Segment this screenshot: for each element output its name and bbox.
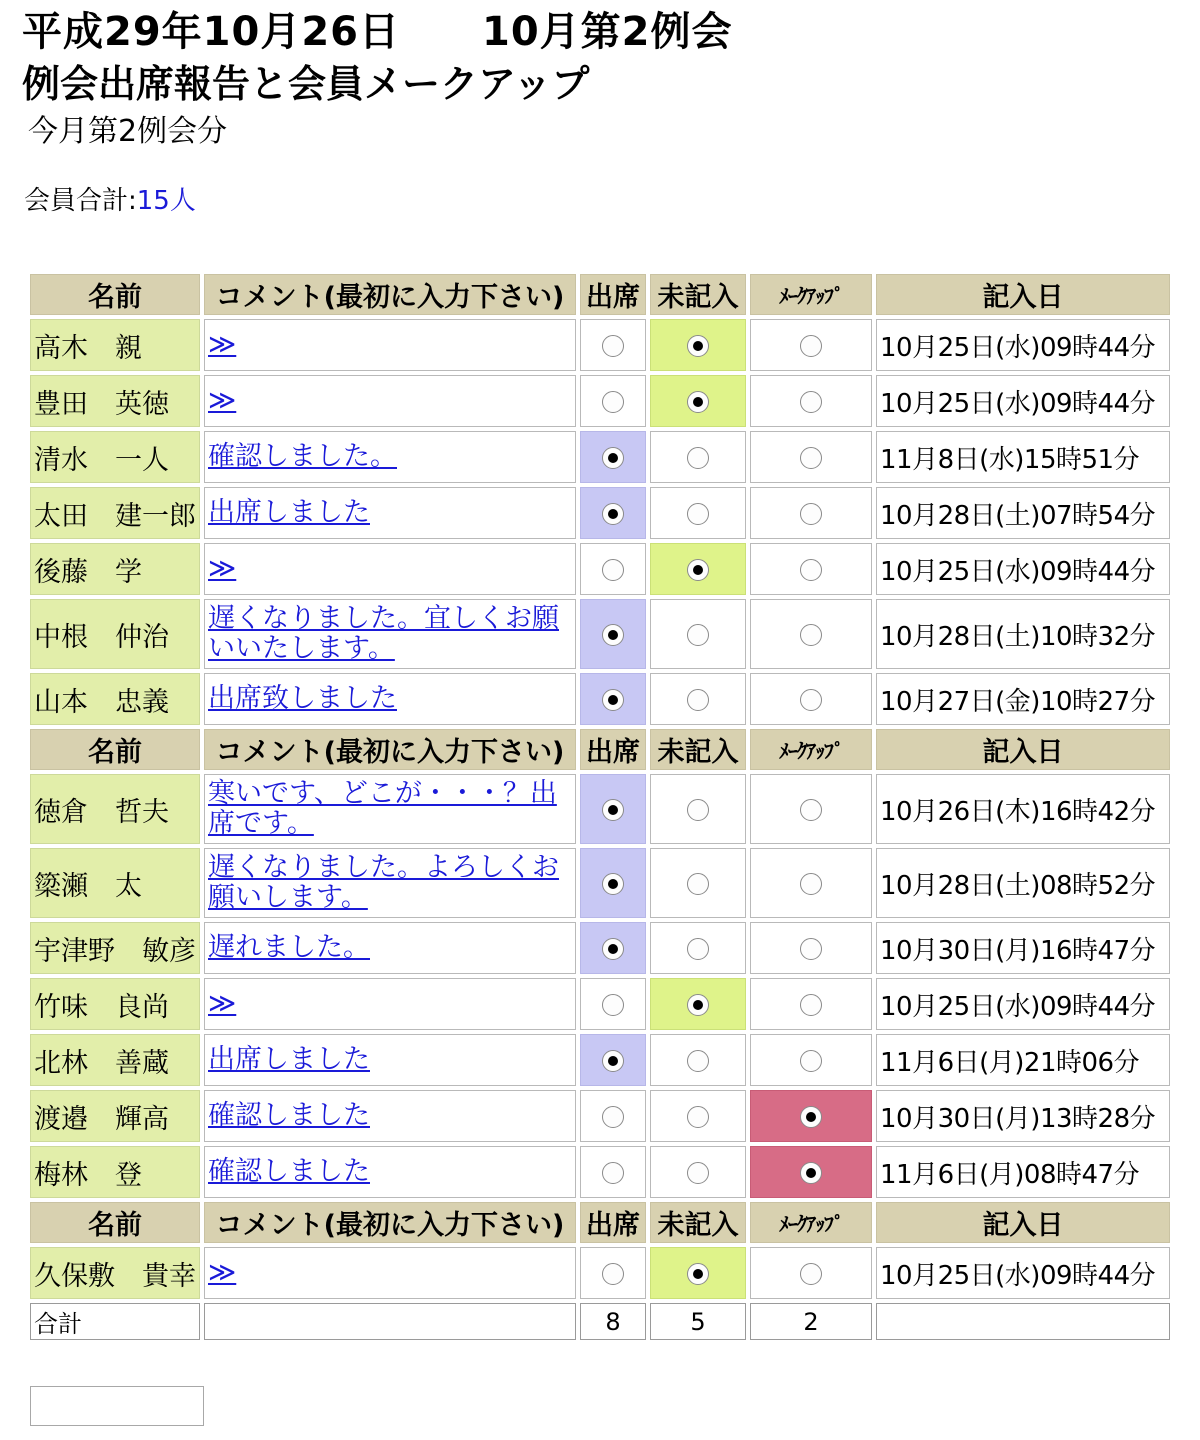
- radio-button-icon[interactable]: [800, 503, 822, 525]
- header-date: 記入日: [876, 729, 1170, 770]
- attend-radio-cell: [580, 431, 646, 483]
- radio-button-icon[interactable]: [800, 873, 822, 895]
- comment-cell: [204, 1034, 576, 1086]
- comment-cell: [204, 319, 576, 371]
- table-row: [30, 375, 1170, 427]
- radio-button-icon[interactable]: [602, 335, 624, 357]
- comment-cell: [204, 1247, 576, 1299]
- comment-cell: [204, 978, 576, 1030]
- member-total-value: 15人: [136, 186, 196, 216]
- table-header-row: [30, 729, 1170, 770]
- table-row: [30, 673, 1170, 725]
- member-name: 簗瀬 太: [30, 848, 200, 918]
- entry-date: 10月28日(土)10時32分: [876, 599, 1170, 669]
- header-comment: コメント(最初に入力下さい): [204, 274, 576, 315]
- unrecorded-radio-cell: [650, 848, 746, 918]
- radio-button-icon[interactable]: [602, 938, 624, 960]
- radio-button-icon[interactable]: [602, 1162, 624, 1184]
- makeup-radio-cell: [750, 673, 872, 725]
- attend-radio-cell: [580, 922, 646, 974]
- member-name: 高木 親: [30, 319, 200, 371]
- comment-cell: [204, 673, 576, 725]
- radio-button-icon[interactable]: [602, 994, 624, 1016]
- entry-date: 10月27日(金)10時27分: [876, 673, 1170, 725]
- comment-link[interactable]: ≫: [208, 384, 237, 416]
- attend-radio-cell: [580, 543, 646, 595]
- radio-button-icon[interactable]: [687, 938, 709, 960]
- radio-button-icon[interactable]: [800, 335, 822, 357]
- table-row: [30, 1034, 1170, 1086]
- attend-radio-cell: [580, 1247, 646, 1299]
- radio-button-icon[interactable]: [687, 873, 709, 895]
- member-name: 久保敷 貴幸: [30, 1247, 200, 1299]
- header-name: 名前: [30, 729, 200, 770]
- radio-button-icon[interactable]: [687, 335, 709, 357]
- header-unrecorded: 未記入: [650, 729, 746, 770]
- unrecorded-radio-cell: [650, 487, 746, 539]
- entry-date: 10月25日(水)09時44分: [876, 375, 1170, 427]
- member-name: 豊田 英徳: [30, 375, 200, 427]
- entry-date: 10月25日(水)09時44分: [876, 1247, 1170, 1299]
- unrecorded-radio-cell: [650, 1090, 746, 1142]
- table-row: [30, 1146, 1170, 1198]
- makeup-radio-cell: [750, 1090, 872, 1142]
- page-subtitle: 例会出席報告と会員メークアップ: [22, 62, 590, 106]
- member-name: 宇津野 敏彦: [30, 922, 200, 974]
- comment-link[interactable]: 遅くなりました。よろしくお願いします。: [208, 851, 559, 913]
- comment-cell: [204, 599, 576, 669]
- entry-date: 11月8日(水)15時51分: [876, 431, 1170, 483]
- header-date: 記入日: [876, 274, 1170, 315]
- radio-button-icon[interactable]: [800, 1050, 822, 1072]
- unrecorded-radio-cell: [650, 774, 746, 844]
- member-name: 太田 建一郎: [30, 487, 200, 539]
- table-row: [30, 487, 1170, 539]
- header-makeup: ﾒｰｸｱｯﾌﾟ: [750, 729, 872, 770]
- makeup-radio-cell: [750, 431, 872, 483]
- radio-button-icon[interactable]: [800, 1162, 822, 1184]
- radio-button-icon[interactable]: [602, 391, 624, 413]
- comment-cell: [204, 1090, 576, 1142]
- comment-link[interactable]: 遅れました。: [208, 931, 370, 963]
- table-row: [30, 978, 1170, 1030]
- comment-link[interactable]: 確認しました: [208, 1099, 370, 1131]
- total-unrecorded: 5: [650, 1303, 746, 1340]
- radio-button-icon[interactable]: [800, 938, 822, 960]
- member-name: 北林 善蔵: [30, 1034, 200, 1086]
- comment-link[interactable]: 出席致しました: [208, 682, 397, 714]
- makeup-radio-cell: [750, 319, 872, 371]
- table-row: [30, 922, 1170, 974]
- makeup-radio-cell: [750, 375, 872, 427]
- member-name: 徳倉 哲夫: [30, 774, 200, 844]
- radio-button-icon[interactable]: [800, 1106, 822, 1128]
- header-date: 記入日: [876, 1202, 1170, 1243]
- comment-link[interactable]: ≫: [208, 987, 237, 1019]
- unrecorded-radio-cell: [650, 431, 746, 483]
- radio-button-icon[interactable]: [800, 799, 822, 821]
- radio-button-icon[interactable]: [800, 689, 822, 711]
- makeup-radio-cell: [750, 487, 872, 539]
- member-total: [24, 186, 196, 217]
- makeup-radio-cell: [750, 599, 872, 669]
- radio-button-icon[interactable]: [687, 994, 709, 1016]
- attend-radio-cell: [580, 375, 646, 427]
- makeup-radio-cell: [750, 543, 872, 595]
- unrecorded-radio-cell: [650, 922, 746, 974]
- table-row: [30, 319, 1170, 371]
- page-title: 平成29年10月26日 10月第2例会: [22, 9, 733, 55]
- entry-date: 10月28日(土)07時54分: [876, 487, 1170, 539]
- table-header-row: [30, 1202, 1170, 1243]
- header-comment: コメント(最初に入力下さい): [204, 729, 576, 770]
- attend-radio-cell: [580, 1034, 646, 1086]
- table-row: [30, 774, 1170, 844]
- comment-cell: [204, 922, 576, 974]
- comment-cell: [204, 1146, 576, 1198]
- table-header-row: [30, 274, 1170, 315]
- unrecorded-radio-cell: [650, 375, 746, 427]
- radio-button-icon[interactable]: [687, 1263, 709, 1285]
- attend-radio-cell: [580, 599, 646, 669]
- comment-link[interactable]: 確認しました: [208, 1155, 370, 1187]
- comment-cell: [204, 431, 576, 483]
- header-attend: 出席: [580, 729, 646, 770]
- makeup-radio-cell: [750, 1146, 872, 1198]
- radio-button-icon[interactable]: [602, 447, 624, 469]
- radio-button-icon[interactable]: [687, 799, 709, 821]
- radio-button-icon[interactable]: [602, 799, 624, 821]
- entry-date: 11月6日(月)08時47分: [876, 1146, 1170, 1198]
- session-label: 今月第2例会分: [28, 114, 228, 149]
- entry-date: 10月30日(月)16時47分: [876, 922, 1170, 974]
- attend-radio-cell: [580, 673, 646, 725]
- radio-button-icon[interactable]: [687, 559, 709, 581]
- unrecorded-radio-cell: [650, 673, 746, 725]
- member-name: 山本 忠義: [30, 673, 200, 725]
- radio-button-icon[interactable]: [602, 1106, 624, 1128]
- comment-link[interactable]: 出席しました: [208, 1043, 370, 1075]
- radio-button-icon[interactable]: [687, 1106, 709, 1128]
- comment-cell: [204, 543, 576, 595]
- header-name: 名前: [30, 274, 200, 315]
- attend-radio-cell: [580, 319, 646, 371]
- table-row: [30, 1090, 1170, 1142]
- attend-radio-cell: [580, 774, 646, 844]
- comment-link[interactable]: 出席しました: [208, 496, 370, 528]
- footer-input-box[interactable]: [30, 1386, 204, 1426]
- member-name: 後藤 学: [30, 543, 200, 595]
- attend-radio-cell: [580, 978, 646, 1030]
- table-row: [30, 599, 1170, 669]
- radio-button-icon[interactable]: [602, 689, 624, 711]
- attend-radio-cell: [580, 1146, 646, 1198]
- radio-button-icon[interactable]: [800, 994, 822, 1016]
- header-unrecorded: 未記入: [650, 1202, 746, 1243]
- comment-cell: [204, 774, 576, 844]
- table-row: [30, 1247, 1170, 1299]
- comment-cell: [204, 375, 576, 427]
- totals-date-empty: [876, 1303, 1170, 1340]
- comment-link[interactable]: ≫: [208, 1256, 237, 1288]
- unrecorded-radio-cell: [650, 1034, 746, 1086]
- member-name: 中根 仲治: [30, 599, 200, 669]
- unrecorded-radio-cell: [650, 319, 746, 371]
- comment-link[interactable]: 寒いです、どこが・・・？出席です。: [208, 777, 557, 839]
- radio-button-icon[interactable]: [687, 447, 709, 469]
- attend-radio-cell: [580, 487, 646, 539]
- totals-comment-empty: [204, 1303, 576, 1340]
- header-unrecorded: 未記入: [650, 274, 746, 315]
- header-name: 名前: [30, 1202, 200, 1243]
- makeup-radio-cell: [750, 978, 872, 1030]
- header-makeup: ﾒｰｸｱｯﾌﾟ: [750, 274, 872, 315]
- entry-date: 10月30日(月)13時28分: [876, 1090, 1170, 1142]
- totals-label: 合計: [30, 1303, 200, 1340]
- radio-button-icon[interactable]: [800, 391, 822, 413]
- makeup-radio-cell: [750, 922, 872, 974]
- radio-button-icon[interactable]: [602, 873, 624, 895]
- comment-link[interactable]: 遅くなりました。宜しくお願いいたします。: [208, 602, 559, 664]
- total-attend: 8: [580, 1303, 646, 1340]
- radio-button-icon[interactable]: [602, 559, 624, 581]
- member-name: 清水 一人: [30, 431, 200, 483]
- comment-link[interactable]: ≫: [208, 552, 237, 584]
- attend-radio-cell: [580, 848, 646, 918]
- member-total-label: 会員合計:: [24, 186, 137, 216]
- unrecorded-radio-cell: [650, 543, 746, 595]
- radio-button-icon[interactable]: [800, 559, 822, 581]
- radio-button-icon[interactable]: [687, 391, 709, 413]
- radio-button-icon[interactable]: [687, 1050, 709, 1072]
- entry-date: 10月28日(土)08時52分: [876, 848, 1170, 918]
- table-row: [30, 848, 1170, 918]
- header-attend: 出席: [580, 274, 646, 315]
- entry-date: 10月25日(水)09時44分: [876, 978, 1170, 1030]
- entry-date: 10月25日(水)09時44分: [876, 543, 1170, 595]
- radio-button-icon[interactable]: [687, 624, 709, 646]
- radio-button-icon[interactable]: [800, 447, 822, 469]
- total-makeup: 2: [750, 1303, 872, 1340]
- makeup-radio-cell: [750, 848, 872, 918]
- radio-button-icon[interactable]: [687, 1162, 709, 1184]
- makeup-radio-cell: [750, 1247, 872, 1299]
- radio-button-icon[interactable]: [800, 1263, 822, 1285]
- attendance-table: [26, 270, 1174, 1344]
- radio-button-icon[interactable]: [602, 503, 624, 525]
- unrecorded-radio-cell: [650, 1146, 746, 1198]
- unrecorded-radio-cell: [650, 599, 746, 669]
- radio-button-icon[interactable]: [602, 1050, 624, 1072]
- header-makeup: ﾒｰｸｱｯﾌﾟ: [750, 1202, 872, 1243]
- unrecorded-radio-cell: [650, 1247, 746, 1299]
- makeup-radio-cell: [750, 774, 872, 844]
- comment-cell: [204, 487, 576, 539]
- totals-row: [30, 1303, 1170, 1340]
- table-row: [30, 543, 1170, 595]
- header-comment: コメント(最初に入力下さい): [204, 1202, 576, 1243]
- attend-radio-cell: [580, 1090, 646, 1142]
- footer-cut-off: [30, 1432, 730, 1440]
- comment-link[interactable]: 確認しました。: [208, 440, 397, 472]
- member-name: 梅林 登: [30, 1146, 200, 1198]
- radio-button-icon[interactable]: [602, 624, 624, 646]
- radio-button-icon[interactable]: [602, 1263, 624, 1285]
- member-name: 渡邉 輝高: [30, 1090, 200, 1142]
- header-attend: 出席: [580, 1202, 646, 1243]
- comment-link[interactable]: ≫: [208, 328, 237, 360]
- member-name: 竹味 良尚: [30, 978, 200, 1030]
- entry-date: 11月6日(月)21時06分: [876, 1034, 1170, 1086]
- comment-cell: [204, 848, 576, 918]
- radio-button-icon[interactable]: [687, 689, 709, 711]
- unrecorded-radio-cell: [650, 978, 746, 1030]
- radio-button-icon[interactable]: [687, 503, 709, 525]
- radio-button-icon[interactable]: [800, 624, 822, 646]
- entry-date: 10月25日(水)09時44分: [876, 319, 1170, 371]
- table-row: [30, 431, 1170, 483]
- makeup-radio-cell: [750, 1034, 872, 1086]
- entry-date: 10月26日(木)16時42分: [876, 774, 1170, 844]
